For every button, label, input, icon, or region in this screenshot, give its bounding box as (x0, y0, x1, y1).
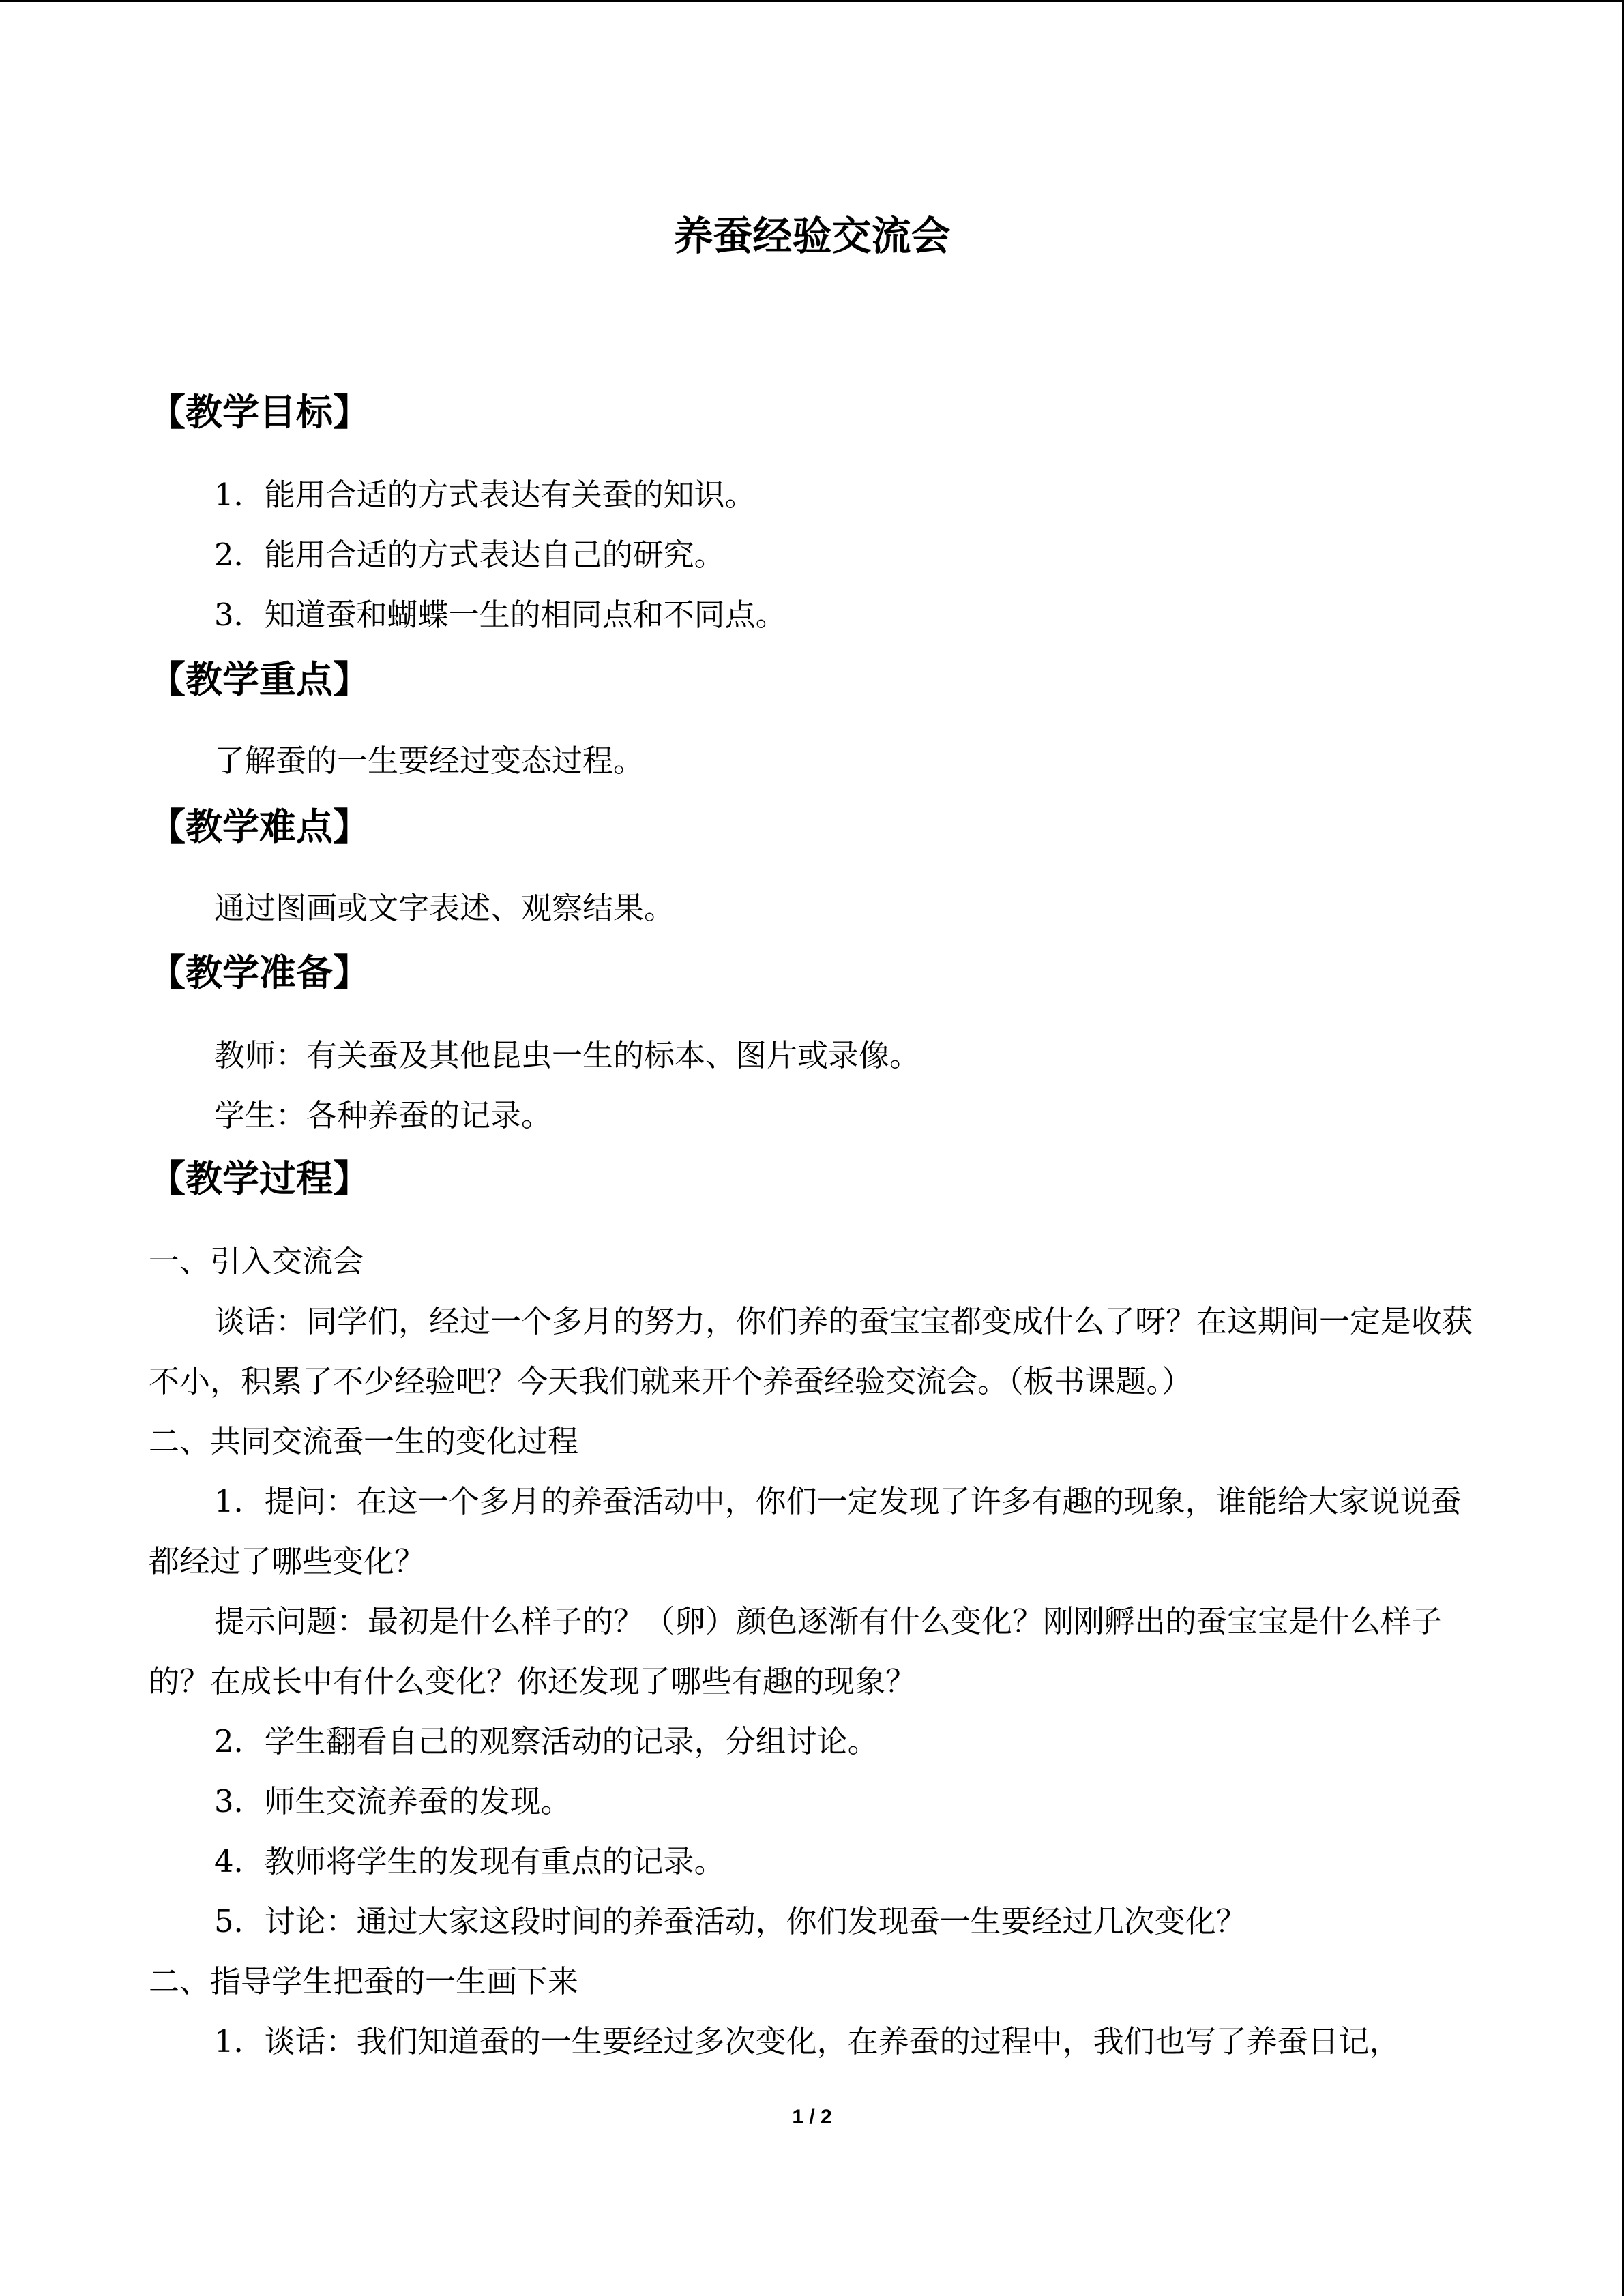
process-part2-item4: 4．教师将学生的发现有重点的记录。 (214, 1843, 725, 1879)
heading-difficulties: 【教学难点】 (149, 805, 370, 848)
preparation-student: 学生：各种养蚕的记录。 (214, 1097, 552, 1133)
objective-item-3: 3．知道蚕和蝴蝶一生的相同点和不同点。 (214, 597, 786, 633)
objective-item-1: 1．能用合适的方式表达有关蚕的知识。 (214, 477, 756, 513)
page-border-top (0, 0, 1624, 2)
process-part1-text: 谈话：同学们，经过一个多月的努力，你们养的蚕宝宝都变成什么了呀？在这期间一定是收获不小，积累了不少经验吧？今天我们就来开个养蚕经验交流会。（板书课题。） (149, 1303, 1473, 1399)
preparation-teacher: 教师：有关蚕及其他昆虫一生的标本、图片或录像。 (214, 1037, 921, 1073)
process-part2-hint: 提示问题：最初是什么样子的？（卵）颜色逐渐有什么变化？刚刚孵出的蚕宝宝是什么样子的？在成长中有什么变化？你还发现了哪些有趣的现象？ (149, 1603, 1443, 1699)
key-points-text: 了解蚕的一生要经过变态过程。 (214, 743, 645, 779)
process-part2-item3: 3．师生交流养蚕的发现。 (214, 1783, 572, 1819)
difficulties-text: 通过图画或文字表述、观察结果。 (214, 890, 675, 926)
process-part2-item2: 2．学生翻看自己的观察活动的记录，分组讨论。 (214, 1723, 879, 1759)
process-part1-title: 一、引入交流会 (149, 1243, 364, 1279)
process-part2-item5: 5．讨论：通过大家这段时间的养蚕活动，你们发现蚕一生要经过几次变化？ (214, 1903, 1247, 1939)
objective-item-2: 2．能用合适的方式表达自己的研究。 (214, 537, 725, 573)
document-title: 养蚕经验交流会 (673, 213, 951, 259)
page-number: 1 / 2 (792, 2106, 832, 2128)
heading-process: 【教学过程】 (149, 1157, 370, 1200)
heading-preparation: 【教学准备】 (149, 951, 370, 994)
process-part2-item1: 1．提问：在这一个多月的养蚕活动中，你们一定发现了许多有趣的现象，谁能给大家说说蚕都经过了哪些变化？ (149, 1483, 1462, 1579)
process-part3-title: 二、指导学生把蚕的一生画下来 (149, 1963, 579, 1999)
heading-key-points: 【教学重点】 (149, 658, 370, 701)
process-part2-title: 二、共同交流蚕一生的变化过程 (149, 1423, 579, 1459)
process-part3-item1: 1．谈话：我们知道蚕的一生要经过多次变化，在养蚕的过程中，我们也写了养蚕日记， (214, 2023, 1400, 2059)
heading-objectives: 【教学目标】 (149, 391, 370, 434)
